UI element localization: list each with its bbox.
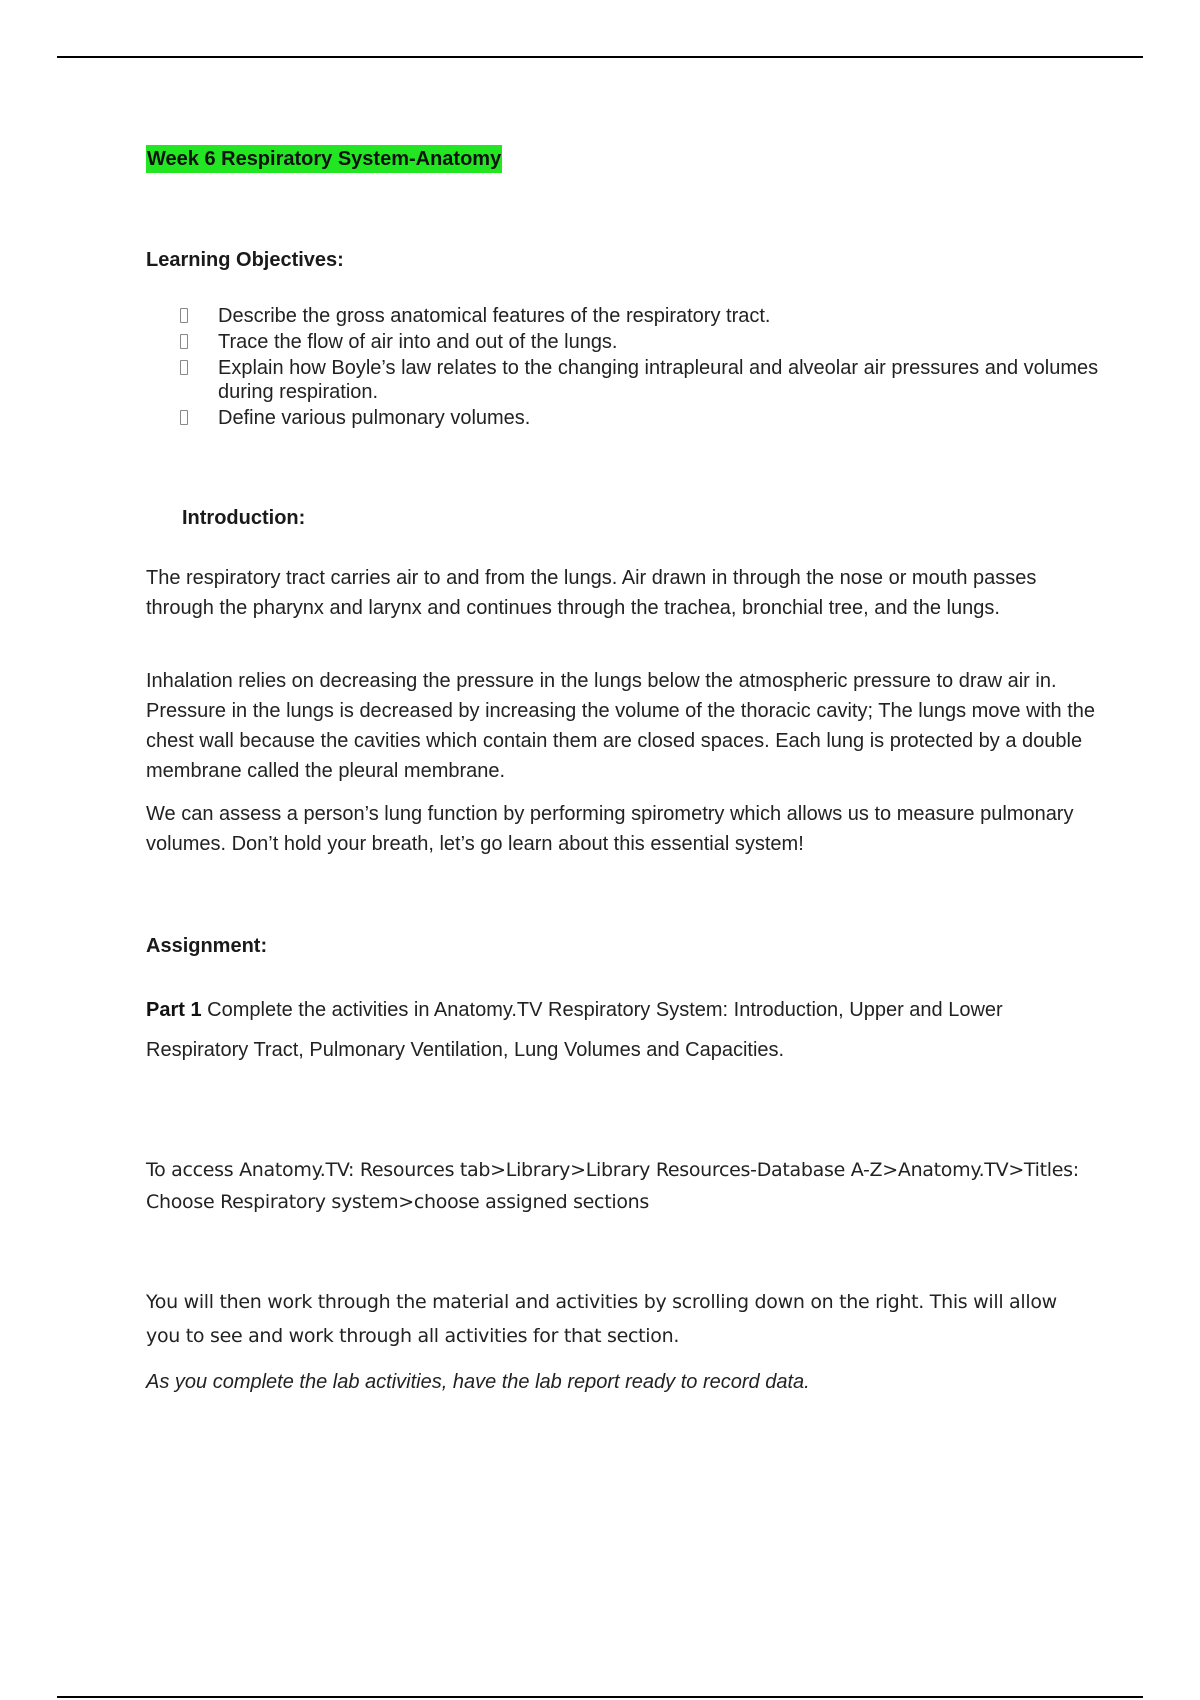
bottom-rule <box>57 1696 1143 1698</box>
page-title: Week 6 Respiratory System-Anatomy <box>146 145 502 173</box>
introduction-heading: Introduction: <box>182 507 306 529</box>
list-item: Explain how Boyle’s law relates to the changing intrapleural and alveolar air pressures and volumes during respiration. <box>146 356 1106 404</box>
assignment-heading: Assignment: <box>146 935 268 957</box>
bullet-icon <box>180 308 188 323</box>
bullet-icon <box>180 334 188 349</box>
intro-paragraph-2: Inhalation relies on decreasing the pressure in the lungs below the atmospheric pressure to draw air in. Pressure in the lungs is decreased by increasing the volume of the thoracic cavity; The lungs move with the chest wall because the cavities which contain them are closed spaces. Each lung is protected by a double membrane called the pleural membrane. <box>146 670 1096 782</box>
learning-objectives-heading: Learning Objectives: <box>146 249 344 271</box>
objectives-list <box>146 304 1106 432</box>
lab-report-note: As you complete the lab activities, have the lab report ready to record data. <box>146 1371 810 1393</box>
list-item: Describe the gross anatomical features of the respiratory tract. <box>146 304 1106 328</box>
part1-label: Part 1 <box>146 999 202 1021</box>
list-item: Trace the flow of air into and out of the lungs. <box>146 330 1106 354</box>
part1-paragraph <box>146 990 1096 1070</box>
list-item: Define various pulmonary volumes. <box>146 406 1106 430</box>
bullet-icon <box>180 410 188 425</box>
access-instructions: To access Anatomy.TV: Resources tab>Library>Library Resources-Database A-Z>Anatomy.TV>Titles: Choose Respiratory system>choose assigned sections <box>146 1159 1079 1213</box>
intro-paragraph-3: We can assess a person’s lung function by performing spirometry which allows us to measure pulmonary volumes. Don’t hold your breath, let’s go learn about this essential system! <box>146 803 1074 855</box>
intro-paragraph-1: The respiratory tract carries air to and from the lungs. Air drawn in through the nose or mouth passes through the pharynx and larynx and continues through the trachea, bronchial tree, and the lungs. <box>146 567 1037 619</box>
bullet-icon <box>180 360 188 375</box>
work-instructions: You will then work through the material and activities by scrolling down on the right. This will allow you to see and work through all activities for that section. <box>146 1291 1057 1347</box>
top-rule <box>57 56 1143 58</box>
part1-text: Complete the activities in Anatomy.TV Respiratory System: Introduction, Upper and Lower Respiratory Tract, Pulmonary Ventilation, Lung Volumes and Capacities. <box>146 999 1003 1061</box>
